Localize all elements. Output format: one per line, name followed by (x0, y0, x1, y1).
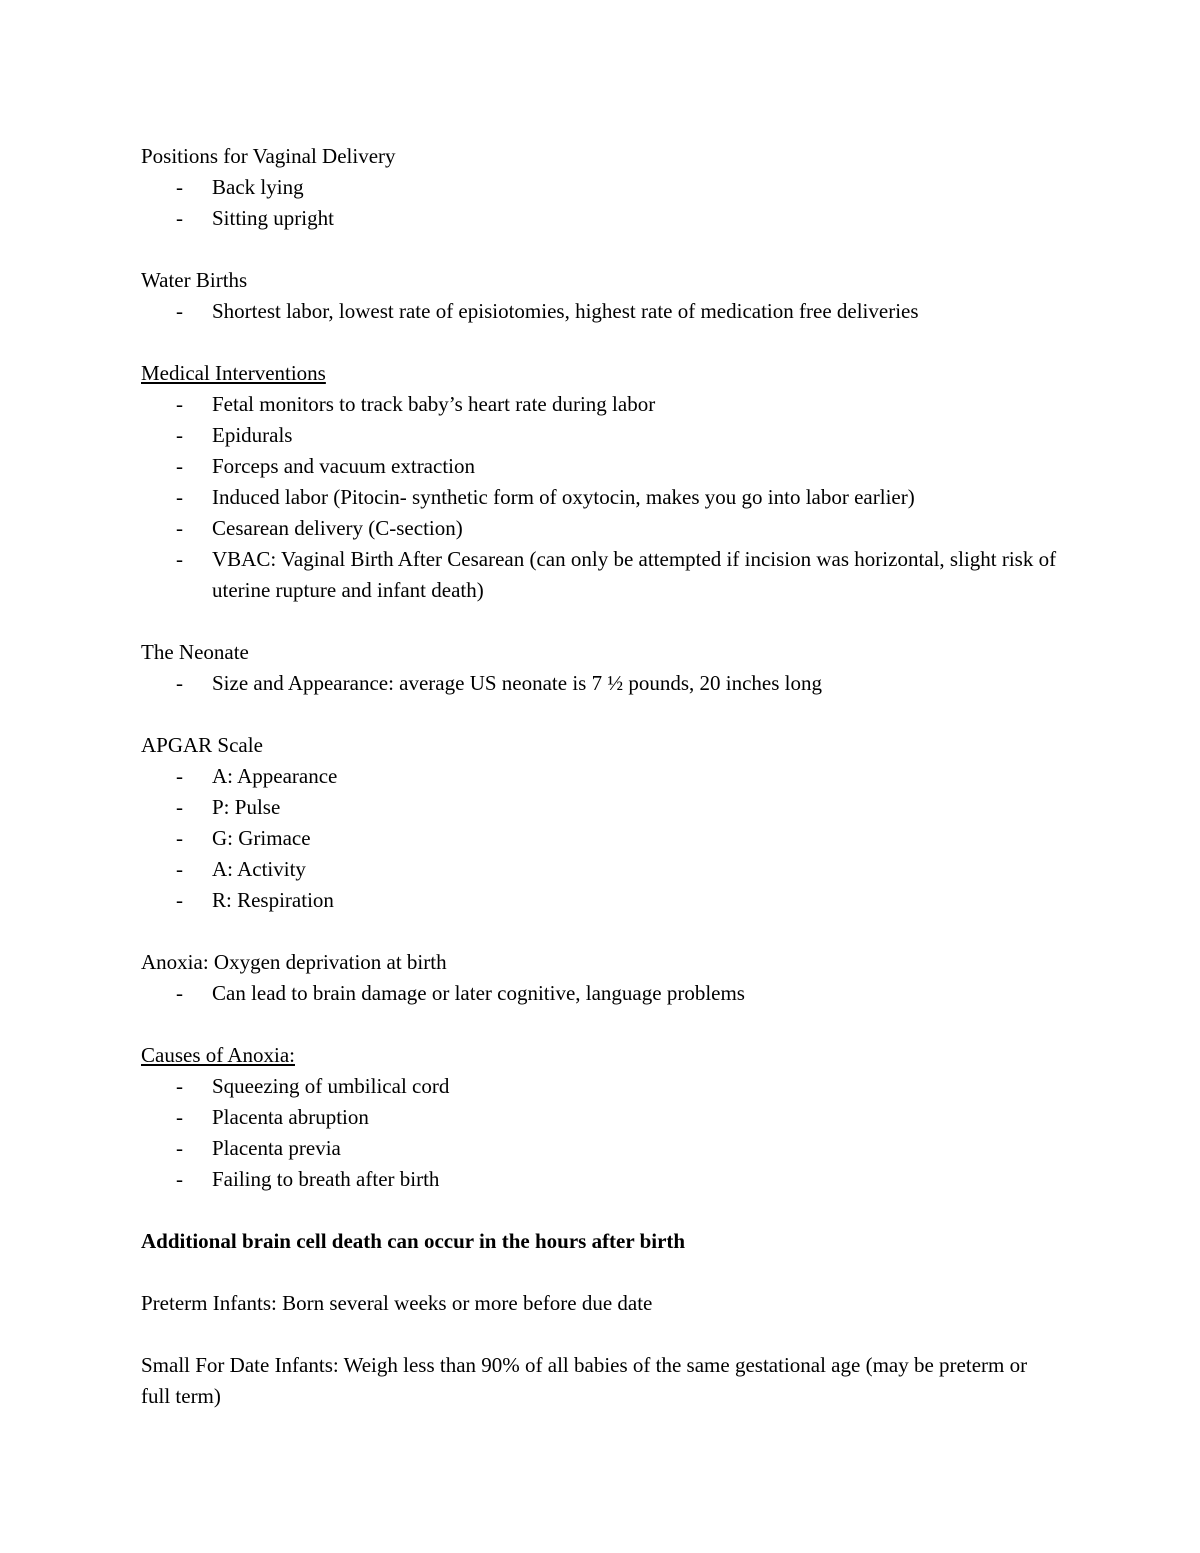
dash-bullet: - (176, 454, 183, 478)
blank-line (141, 327, 1061, 358)
dash-bullet: - (176, 299, 183, 323)
list-item-text: P: Pulse (212, 795, 281, 819)
list-item-text: Sitting upright (212, 206, 334, 230)
list-item-text: Epidurals (212, 423, 293, 447)
list-item (141, 1133, 1061, 1164)
list-item (141, 668, 1061, 699)
list-item (141, 792, 1061, 823)
list-item (141, 823, 1061, 854)
list-neonate (141, 668, 1061, 699)
list-medical-interventions (141, 389, 1061, 606)
list-item (141, 854, 1061, 885)
list-item (141, 203, 1061, 234)
dash-bullet: - (176, 857, 183, 881)
section-heading-water-births: Water Births (141, 268, 248, 292)
section-heading-causes-of-anoxia: Causes of Anoxia: (141, 1043, 295, 1067)
list-item-text: Placenta abruption (212, 1105, 369, 1129)
list-item (141, 1071, 1061, 1102)
dash-bullet: - (176, 826, 183, 850)
list-item (141, 420, 1061, 451)
dash-bullet: - (176, 516, 183, 540)
list-item (141, 885, 1061, 916)
list-item-text: Cesarean delivery (C-section) (212, 516, 463, 540)
list-item-text: Back lying (212, 175, 304, 199)
dash-bullet: - (176, 206, 183, 230)
list-item-text: Squeezing of umbilical cord (212, 1074, 450, 1098)
list-item-text: Induced labor (Pitocin- synthetic form of oxytocin, makes you go into labor earlier) (212, 485, 915, 509)
blank-line (141, 1009, 1061, 1040)
blank-line (141, 699, 1061, 730)
blank-line (141, 1257, 1061, 1288)
blank-line (141, 1319, 1061, 1350)
dash-bullet: - (176, 1074, 183, 1098)
document-body (141, 141, 1061, 1412)
bold-statement: Additional brain cell death can occur in the hours after birth (141, 1229, 686, 1253)
list-item (141, 296, 1061, 327)
list-item-text: Placenta previa (212, 1136, 341, 1160)
dash-bullet: - (176, 423, 183, 447)
list-item (141, 451, 1061, 482)
dash-bullet: - (176, 175, 183, 199)
dash-bullet: - (176, 888, 183, 912)
section-heading-neonate: The Neonate (141, 640, 249, 664)
dash-bullet: - (176, 1105, 183, 1129)
blank-line (141, 606, 1061, 637)
list-item (141, 482, 1061, 513)
dash-bullet: - (176, 485, 183, 509)
section-heading-medical-interventions: Medical Interventions (141, 361, 326, 385)
blank-line (141, 916, 1061, 947)
list-item-text: A: Appearance (212, 764, 338, 788)
list-item-text: Shortest labor, lowest rate of episiotomies, highest rate of medication free deliveries (212, 299, 919, 323)
list-apgar (141, 761, 1061, 916)
list-item-text: Forceps and vacuum extraction (212, 454, 475, 478)
list-item (141, 761, 1061, 792)
list-causes-of-anoxia (141, 1071, 1061, 1195)
list-item-text: Size and Appearance: average US neonate is 7 ½ pounds, 20 inches long (212, 671, 822, 695)
list-item-text: G: Grimace (212, 826, 311, 850)
dash-bullet: - (176, 981, 183, 1005)
list-item (141, 544, 1061, 606)
list-anoxia (141, 978, 1061, 1009)
preterm-infants-paragraph: Preterm Infants: Born several weeks or more before due date (141, 1291, 653, 1315)
dash-bullet: - (176, 1136, 183, 1160)
small-for-date-paragraph: Small For Date Infants: Weigh less than 90% of all babies of the same gestational age (may be preterm or full term) (141, 1353, 1028, 1408)
list-item (141, 1102, 1061, 1133)
list-item-text: Can lead to brain damage or later cognitive, language problems (212, 981, 745, 1005)
dash-bullet: - (176, 795, 183, 819)
dash-bullet: - (176, 671, 183, 695)
list-item (141, 513, 1061, 544)
list-item (141, 172, 1061, 203)
list-item-text: Failing to breath after birth (212, 1167, 440, 1191)
blank-line (141, 1195, 1061, 1226)
section-heading-positions: Positions for Vaginal Delivery (141, 144, 396, 168)
list-item-text: A: Activity (212, 857, 306, 881)
list-item-text: VBAC: Vaginal Birth After Cesarean (can only be attempted if incision was horizontal, slight risk of uterine rupture and infant death) (212, 547, 1057, 602)
blank-line (141, 234, 1061, 265)
section-heading-anoxia: Anoxia: Oxygen deprivation at birth (141, 950, 447, 974)
list-item-text: R: Respiration (212, 888, 334, 912)
list-item (141, 1164, 1061, 1195)
list-water-births (141, 296, 1061, 327)
dash-bullet: - (176, 764, 183, 788)
dash-bullet: - (176, 547, 183, 571)
dash-bullet: - (176, 1167, 183, 1191)
dash-bullet: - (176, 392, 183, 416)
list-item-text: Fetal monitors to track baby’s heart rate during labor (212, 392, 656, 416)
list-positions (141, 172, 1061, 234)
list-item (141, 978, 1061, 1009)
list-item (141, 389, 1061, 420)
section-heading-apgar: APGAR Scale (141, 733, 263, 757)
